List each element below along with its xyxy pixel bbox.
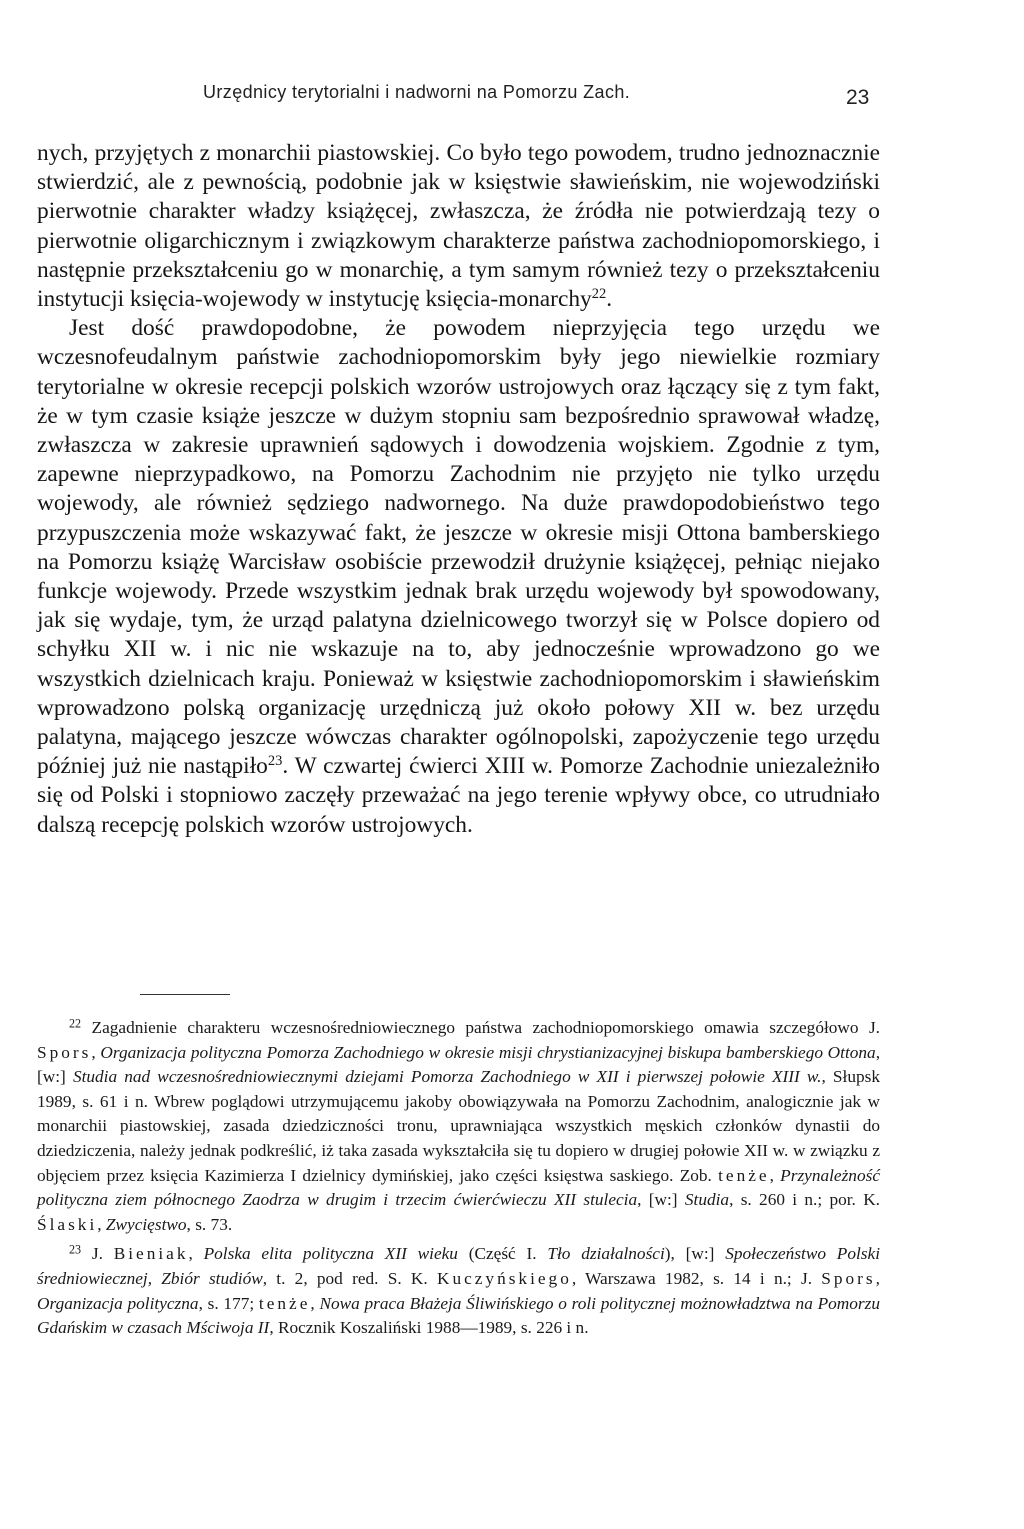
- author-name: tenże: [258, 1293, 311, 1313]
- work-title: Studia nad wczesnośredniowiecznymi dziejami Pomorza Zachodniego w XII i pierwszej połowie XIII w.: [72, 1067, 822, 1087]
- paragraph-text: . W czwartej ćwierci XIII w. Pomorze Zachodnie uniezależniło się od Polski i stopniowo zaczęły przeważać na jego terenie wpływy obce, co utrudniało dalszą recepcję polskich wzorów ustrojowych.: [37, 753, 880, 838]
- paragraph-text: Jest dość prawdopodobne, że powodem nieprzyjęcia tego urzędu we wczesnofeudalnym państwie zachodniopomorskim były jego niewielkie rozmiary terytorialne w okresie recepcji polskich wzorów ustrojowych oraz łączący się z tym fakt, że w tym czasie książe jeszcze w dużym stopniu sam bezpośrednio sprawował władzę, zwłaszcza w zakresie uprawnień sądowych i dowodzenia wojskiem. Zgodnie z tym, zapewne nieprzypadkowo, na Pomorzu Zachodnim nie przyjęto nie tylko urzędu wojewody, ale również sędziego nadwornego. Na duże prawdopodobieństwo tego przypuszczenia może wskazywać fakt, że jeszcze w okresie misji Ottona bamberskiego na Pomorzu książę Warcisław osobiście przewodził drużynie książęcej, pełniąc niejako funkcje wojewody. Przede wszystkim jednak brak urzędu wojewody był spowodowany, jak się wydaje, tym, że urząd palatyna dzielnicowego tworzył się w Polsce dopiero od schyłku XII w. i nic nie wskazuje na to, aby jednocześnie wprowadzono go we wszystkich dzielnicach kraju. Ponieważ w księstwie zachodniopomorskim i sławieńskim wprowadzono polską organizację urzędniczą już około połowy XII w. bez urzędu palatyna, mającego jeszcze wówczas charakter ogólnopolski, zapożyczenie tego urzędu później już nie nastąpiło: [37, 315, 880, 780]
- author-name: Spors: [37, 1042, 92, 1062]
- footnote-text: ,: [97, 1214, 106, 1234]
- footnote-ref-23[interactable]: 23: [267, 753, 283, 770]
- editor-name: Kuczyńskiego: [436, 1268, 572, 1288]
- author-name: Spors: [821, 1268, 876, 1288]
- running-header: [0, 82, 1024, 112]
- work-title: Polska elita polityczna XII wieku: [203, 1244, 458, 1264]
- footnote-text: ,: [188, 1244, 204, 1264]
- footnote-text: , Rocznik Koszaliński 1988—1989, s. 226 i n.: [269, 1318, 589, 1338]
- work-title: Społeczeństwo Polski średniowiecznej, Zbiór studiów: [37, 1244, 880, 1288]
- work-title: Organizacja polityczna: [37, 1293, 199, 1313]
- footnote-text: ,: [875, 1268, 880, 1288]
- footnotes: [37, 1016, 880, 1346]
- work-title: Przynależność polityczna ziem północnego Zaodrza w drugim i trzecim ćwierćwieczu XII stulecia: [37, 1165, 880, 1210]
- author-name: tenże: [718, 1165, 770, 1185]
- page-number: 23: [846, 86, 870, 109]
- footnote-text: , s. 260 i n.; por. K.: [729, 1190, 880, 1210]
- footnote-text: J.: [81, 1244, 114, 1264]
- paragraph-2: [37, 314, 880, 840]
- work-title: Studia: [684, 1190, 730, 1210]
- work-title: Zwycięstwo: [105, 1214, 187, 1234]
- footnote-text: , s. 73.: [186, 1214, 233, 1234]
- footnote-text: , t. 2, pod red. S. K.: [262, 1268, 437, 1288]
- footnote-text: , Słupsk 1989, s. 61 i n. Wbrew poglądowi utrzymującemu jakoby obowiązywała na Pomorzu Zachodnim, analogicznie jak w monarchii piastowskiej, zasada dziedziczności tronu, uprawniająca wszystkich męskich członków dynastii do dziedziczenia, należy jednak podkreślić, iż taka zasada wykształciła się tu dopiero w drugiej połowie XII w. w związku z objęciem przez księcia Kazimierza I dzielnicy dymińskiej, jako części księstwa saskiego. Zob.: [37, 1067, 880, 1185]
- footnote-text: (Część I.: [457, 1244, 548, 1264]
- footnote-text: ,: [769, 1165, 781, 1185]
- footnote-number: 22: [69, 1016, 82, 1031]
- running-title: Urzędnicy terytorialni i nadworni na Pomorzu Zach.: [203, 82, 631, 102]
- footnote-divider: [140, 994, 230, 995]
- main-text: [37, 139, 880, 840]
- footnote-23: [37, 1242, 880, 1340]
- work-title: Tło działalności: [547, 1244, 665, 1264]
- footnote-text: ,: [91, 1042, 101, 1062]
- footnote-text: , s. 177;: [198, 1293, 259, 1313]
- footnote-text: Zagadnienie charakteru wczesnośredniowiecznego państwa zachodniopomorskiego omawia szczegółowo J.: [91, 1018, 880, 1037]
- footnote-number: 23: [69, 1242, 82, 1257]
- footnote-text: , [w:]: [637, 1190, 685, 1210]
- footnote-ref-22[interactable]: 22: [591, 286, 607, 303]
- paragraph-1: [37, 139, 880, 314]
- paragraph-text: .: [606, 286, 613, 313]
- footnote-22: [37, 1016, 880, 1237]
- author-name: Ślaski: [37, 1214, 98, 1234]
- work-title: Nowa praca Błażeja Śliwińskiego o roli politycznej możnowładztwa na Pomorzu Gdańskim w czasach Mściwoja II: [37, 1293, 880, 1338]
- author-name: Bieniak: [113, 1244, 189, 1264]
- footnote-text: , [w:]: [37, 1042, 881, 1087]
- footnote-text: , Warszawa 1982, s. 14 i n.; J.: [571, 1268, 822, 1288]
- footnote-text: ), [w:]: [664, 1244, 726, 1264]
- work-title: Organizacja polityczna Pomorza Zachodniego w okresie misji chrystianizacyjnej biskupa bamberskiego Ottona: [100, 1042, 876, 1062]
- footnote-text: ,: [310, 1293, 320, 1313]
- paragraph-text: nych, przyjętych z monarchii piastowskiej. Co było tego powodem, trudno jednoznacznie stwierdzić, ale z pewnością, podobnie jak w księstwie sławieńskim, nie wojewodziński pierwotnie charakter władzy książęcej, zwłaszcza, że źródła nie potwierdzają tezy o pierwotnie oligarchicznym i związkowym charakterze państwa zachodniopomorskiego, i następnie przekształceniu go w monarchię, a tym samym również tezy o przekształceniu instytucji księcia-wojewody w instytucję księcia-monarchy: [37, 140, 880, 313]
